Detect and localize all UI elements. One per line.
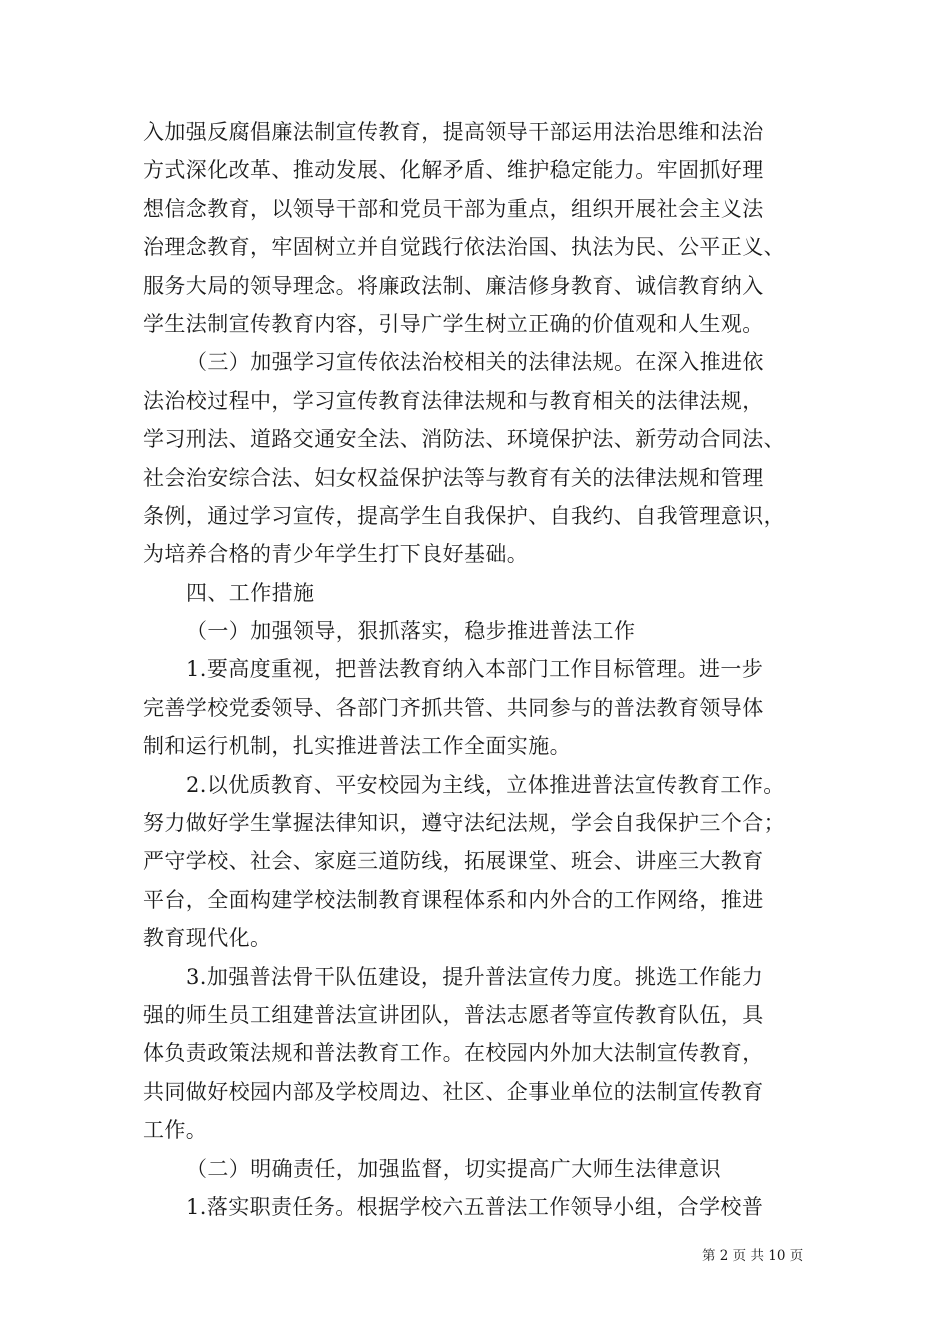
page-number: 第 2 页 共 10 页 [702, 1248, 804, 1264]
paragraph-start-line: 1.落实职责任务。根据学校六五普法工作领导小组，合学校普 [186, 1194, 764, 1219]
text-line: 工作。 [143, 1118, 208, 1143]
text-line: 法治校过程中，学习宣传教育法律法规和与教育相关的法律法规， [143, 388, 764, 413]
text-line: 教育现代化。 [143, 926, 272, 951]
paragraph-start-line: 2.以优质教育、平安校园为主线，立体推进普法宣传教育工作。 [186, 772, 785, 797]
text-line: 完善学校党委领导、各部门齐抓共管、共同参与的普法教育领导体 [143, 695, 764, 720]
subsection-heading: （一）加强领导，狠抓落实，稳步推进普法工作 [186, 619, 636, 644]
paragraph-start-line: 1.要高度重视，把普法教育纳入本部门工作目标管理。进一步 [186, 657, 764, 682]
text-line: 治理念教育，牢固树立并自觉践行依法治国、执法为民、公平正义、 [143, 235, 785, 260]
text-line: 想信念教育，以领导干部和党员干部为重点，组织开展社会主义法 [143, 196, 764, 221]
document-body [143, 113, 833, 1226]
text-line: 平台，全面构建学校法制教育课程体系和内外合的工作网络，推进 [143, 887, 764, 912]
text-line: 体负责政策法规和普法教育工作。在校园内外加大法制宣传教育， [143, 1041, 764, 1066]
text-line: 严守学校、社会、家庭三道防线，拓展课堂、班会、讲座三大教育 [143, 849, 764, 874]
paragraph-start-line: 3.加强普法骨干队伍建设，提升普法宣传力度。挑选工作能力 [186, 964, 764, 989]
text-line: 为培养合格的青少年学生打下良好基础。 [143, 542, 529, 567]
text-line: 制和运行机制，扎实推进普法工作全面实施。 [143, 734, 571, 759]
text-line: 强的师生员工组建普法宣讲团队，普法志愿者等宣传教育队伍，具 [143, 1002, 764, 1027]
text-line: 入加强反腐倡廉法制宣传教育，提高领导干部运用法治思维和法治 [143, 120, 764, 144]
text-line: 服务大局的领导理念。将廉政法制、廉洁修身教育、诚信教育纳入 [143, 273, 764, 298]
text-line: 条例，通过学习宣传，提高学生自我保护、自我约、自我管理意识， [143, 503, 785, 528]
text-line: 努力做好学生掌握法律知识，遵守法纪法规，学会自我保护三个合； [143, 811, 785, 836]
paragraph-start-line: （三）加强学习宣传依法治校相关的法律法规。在深入推进依 [186, 350, 764, 375]
text-line: 学习刑法、道路交通安全法、消防法、环境保护法、新劳动合同法、 [143, 427, 785, 452]
text-line: 学生法制宣传教育内容，引导广学生树立正确的价值观和人生观。 [143, 311, 764, 336]
text-line: 方式深化改革、推动发展、化解矛盾、维护稳定能力。牢固抓好理 [143, 158, 764, 183]
text-line: 社会治安综合法、妇女权益保护法等与教育有关的法律法规和管理 [143, 465, 764, 490]
section-heading: 四、工作措施 [186, 580, 315, 605]
subsection-heading: （二）明确责任，加强监督，切实提高广大师生法律意识 [186, 1156, 721, 1181]
text-line: 共同做好校园内部及学校周边、社区、企事业单位的法制宣传教育 [143, 1079, 764, 1104]
